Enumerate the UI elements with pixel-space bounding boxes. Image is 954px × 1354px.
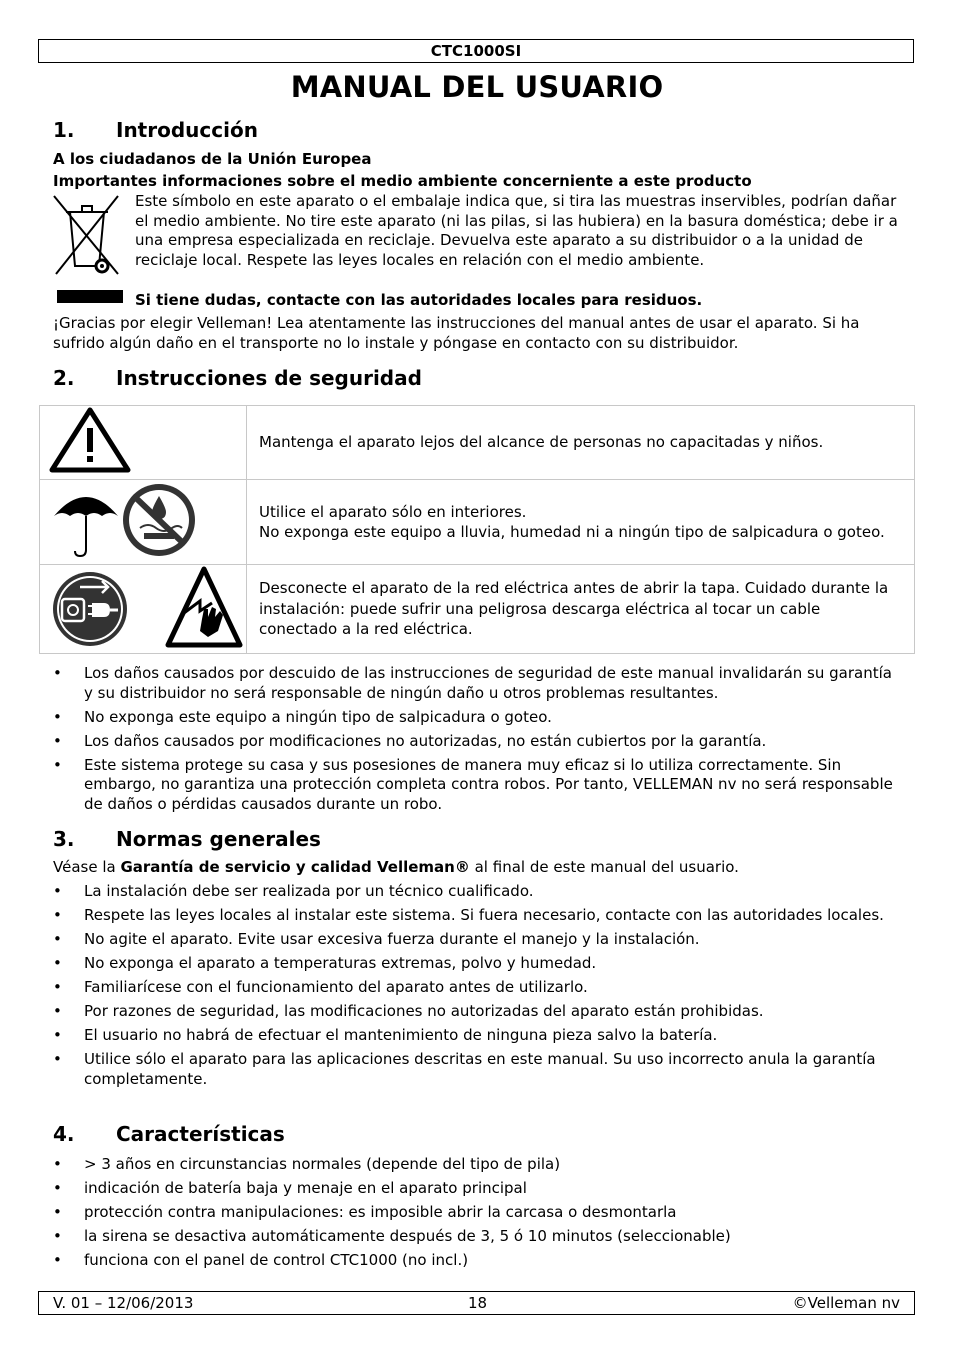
eu-citizens-subheading: A los ciudadanos de la Unión Europea: [53, 150, 372, 168]
weee-description: Este símbolo en este aparato o el embalaje indica que, si tira las muestras inservibles, podrían dañar el medio ambiente. No tire este aparato (ni las pilas, si las hubiera) en la basura doméstica; debe ir a una empresa especializada en reciclaje. Devuelva este aparato a su distribuidor o a la unidad de reciclaje local. Respete las leyes locales en relación con el medio ambiente.: [135, 192, 898, 269]
section-title: Instrucciones de seguridad: [116, 366, 422, 390]
safety-line: No exponga este equipo a lluvia, humedad ni a ningún tipo de salpicadura o goteo.: [259, 523, 885, 541]
version-date: V. 01 – 12/06/2013: [53, 1294, 194, 1312]
list-item: • Este sistema protege su casa y sus posesiones de manera muy eficaz si lo utiliza correctamente. Sin embargo, no garantiza una protección completa contra robos. Por tanto, VELLEMAN nv no será responsable de daños o pérdidas causados durante un robo.: [53, 756, 893, 815]
section-number: 1.: [53, 118, 75, 142]
safety-bullet-list: [53, 664, 893, 819]
safety-icons-cell: [40, 565, 247, 654]
list-item: • La instalación debe ser realizada por un técnico cualificado.: [53, 882, 893, 902]
warranty-ref-post: al final de este manual del usuario.: [469, 858, 739, 876]
unplug-icon: [53, 572, 127, 646]
section-number: 3.: [53, 827, 75, 851]
list-item: • funciona con el panel de control CTC1000 (no incl.): [53, 1251, 893, 1271]
section-number: 4.: [53, 1122, 75, 1146]
safety-row: [40, 565, 915, 654]
list-item: • No agite el aparato. Evite usar excesiva fuerza durante el manejo y la instalación.: [53, 930, 893, 950]
list-item: • > 3 años en circunstancias normales (depende del tipo de pila): [53, 1155, 893, 1175]
warranty-ref-bold: Garantía de servicio y calidad Velleman®: [120, 858, 470, 876]
safety-icons-cell: [40, 480, 247, 565]
section-1-heading: [53, 118, 258, 142]
list-item: • Los daños causados por modificaciones no autorizadas, no están cubiertos por la garantía.: [53, 732, 893, 752]
safety-line: Utilice el aparato sólo en interiores.: [259, 502, 527, 521]
safety-icons-cell: [40, 406, 247, 480]
no-water-icon: [123, 484, 195, 556]
page-title: MANUAL DEL USUARIO: [290, 70, 664, 104]
list-item: • la sirena se desactiva automáticamente después de 3, 5 ó 10 minutos (seleccionable): [53, 1227, 893, 1247]
list-item: • Familiarícese con el funcionamiento del aparato antes de utilizarlo.: [53, 978, 893, 998]
safety-row: [40, 480, 915, 565]
general-bullet-list: [53, 882, 893, 1094]
copyright: ©Velleman nv: [792, 1294, 900, 1312]
thanks-paragraph: ¡Gracias por elegir Velleman! Lea atentamente las instrucciones del manual antes de usar el aparato. Si ha sufrido algún daño en el transporte no lo instale y póngase en contacto con su distribuidor.: [53, 314, 860, 352]
safety-text-cell: [247, 406, 915, 480]
page-number: 18: [467, 1294, 488, 1312]
safety-line: Mantenga el aparato lejos del alcance de personas no capacitadas y niños.: [259, 433, 824, 452]
footer: [38, 1291, 915, 1315]
list-item: • Por razones de seguridad, las modificaciones no autorizadas del aparato están prohibidas.: [53, 1002, 893, 1022]
features-bullet-list: [53, 1155, 893, 1275]
section-title: Características: [116, 1122, 285, 1146]
safety-row: [40, 406, 915, 480]
section-title: Normas generales: [116, 827, 321, 851]
safety-text-cell: [247, 480, 915, 565]
warranty-ref-pre: Véase la: [53, 858, 121, 876]
safety-line: Desconecte el aparato de la red eléctrica antes de abrir la tapa. Cuidado durante la instalación: puede sufrir una peligrosa descarga eléctrica al tocar un cable conectado a la red eléctrica.: [259, 579, 889, 639]
warning-triangle-icon: [52, 410, 128, 470]
list-item: • Respete las leyes locales al instalar este sistema. Si fuera necesario, contacte con las autoridades locales.: [53, 906, 893, 926]
safety-text-cell: [247, 565, 915, 654]
list-item: • indicación de batería baja y menaje en el aparato principal: [53, 1179, 893, 1199]
header-model: CTC1000SI: [38, 39, 914, 63]
safety-table: [39, 405, 915, 654]
weee-contact-note: Si tiene dudas, contacte con las autoridades locales para residuos.: [135, 291, 703, 309]
umbrella-icon: [54, 497, 118, 556]
list-item: • Utilice sólo el aparato para las aplicaciones descritas en este manual. Su uso incorrecto anula la garantía completamente.: [53, 1050, 893, 1089]
list-item: • No exponga este equipo a ningún tipo de salpicadura o goteo.: [53, 708, 893, 728]
warranty-reference: [53, 858, 893, 878]
section-3-heading: [53, 827, 321, 851]
section-title: Introducción: [116, 118, 258, 142]
list-item: • protección contra manipulaciones: es imposible abrir la carcasa o desmontarla: [53, 1203, 893, 1223]
crossed-bin-icon: [52, 194, 122, 280]
environment-subheading: Importantes informaciones sobre el medio ambiente concerniente a este producto: [53, 172, 752, 190]
electric-shock-icon: [168, 569, 240, 645]
list-item: • No exponga el aparato a temperaturas extremas, polvo y humedad.: [53, 954, 893, 974]
list-item: • El usuario no habrá de efectuar el mantenimiento de ninguna pieza salvo la batería.: [53, 1026, 893, 1046]
list-item: • Los daños causados por descuido de las instrucciones de seguridad de este manual invalidarán su garantía y su distribuidor no será responsable de ningún daño u otros problemas resultantes.: [53, 664, 893, 703]
weee-bar: [57, 290, 123, 303]
section-2-heading: [53, 366, 422, 390]
section-4-heading: [53, 1122, 285, 1146]
section-number: 2.: [53, 366, 75, 390]
